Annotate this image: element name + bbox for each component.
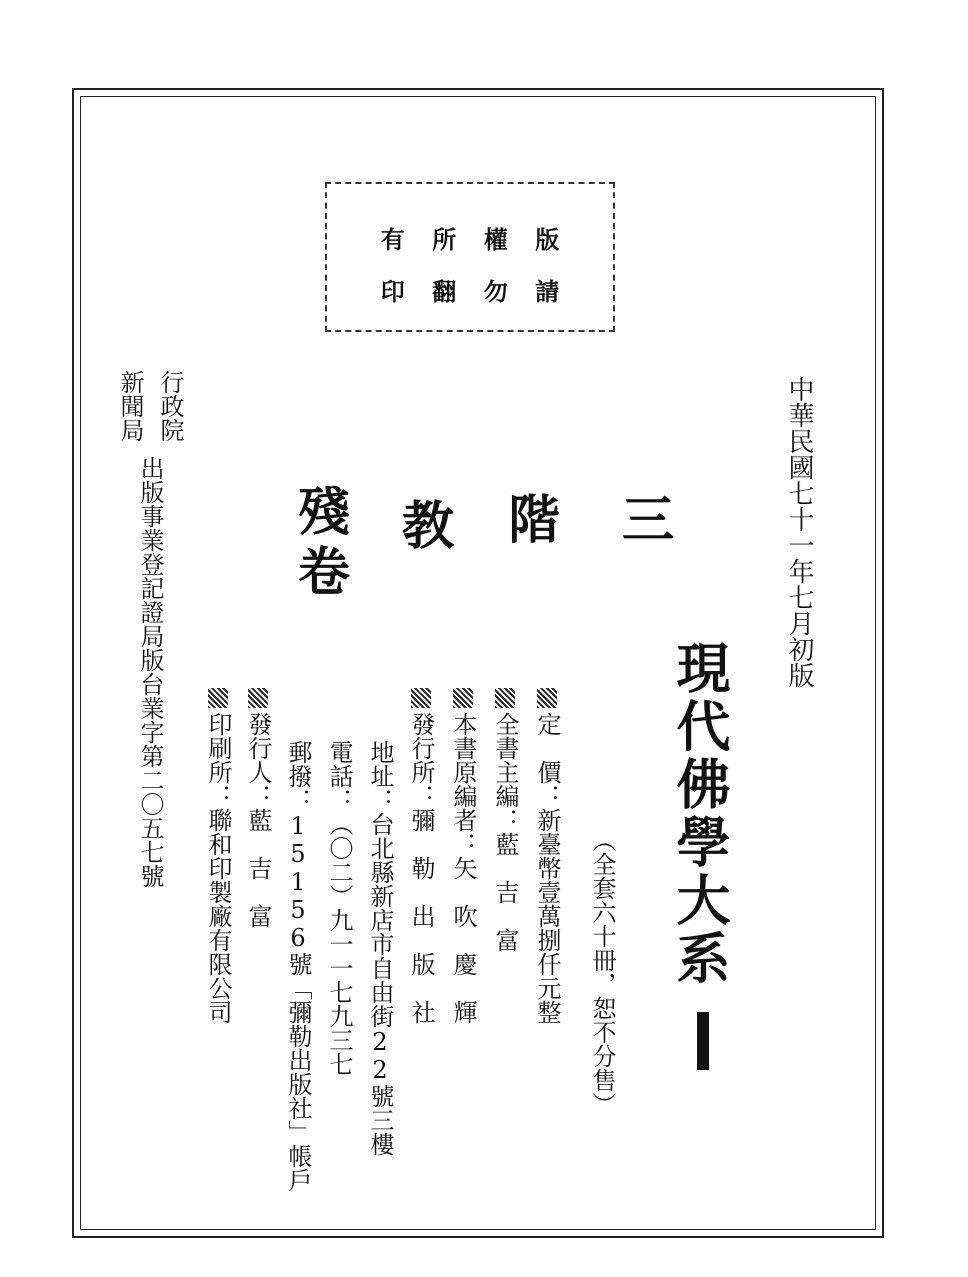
entry-price xyxy=(535,688,559,1024)
entry-printer xyxy=(206,688,230,1024)
volume-number-mark xyxy=(697,1012,709,1070)
copyright-stamp xyxy=(325,182,615,332)
copyright-row-1 xyxy=(327,220,613,255)
entry-issuer-text: 發行人：藍 吉 富 xyxy=(244,712,272,928)
publication-date: 中華民國七十一年七月初版 xyxy=(784,376,814,688)
copyright-row-2 xyxy=(327,272,613,307)
entry-author xyxy=(451,688,475,1024)
copyright-char: 版 xyxy=(535,225,560,254)
book-title-char: 卷 xyxy=(298,542,351,603)
bullet-mark xyxy=(248,688,268,708)
bullet-mark xyxy=(453,688,473,708)
book-title-char: 教 xyxy=(402,496,455,557)
entry-editor-text: 全書主編：藍 吉 富 xyxy=(491,712,519,952)
copyright-char: 印 xyxy=(380,277,405,306)
set-note: （全套六十冊，恕不分售） xyxy=(588,828,616,1116)
registration-agency-bottom: 新聞局 xyxy=(116,370,144,442)
series-title: 現代佛學大系 xyxy=(668,640,731,988)
copyright-char: 權 xyxy=(483,225,508,254)
entry-editor xyxy=(493,688,517,952)
copyright-char: 勿 xyxy=(483,277,508,306)
entry-address: 地址：台北縣新店市自由街22號三樓 xyxy=(366,740,394,1156)
copyright-char: 翻 xyxy=(432,277,457,306)
entry-publisher xyxy=(409,688,433,1024)
entry-printer-text: 印刷所：聯和印製廠有限公司 xyxy=(204,712,232,1024)
entry-postal: 郵撥：15156號「彌勒出版社」帳戶 xyxy=(284,740,312,1192)
book-title-char: 殘 xyxy=(298,482,351,543)
registration-number: 出版事業登記證局版台業字第二〇五七號 xyxy=(136,456,164,888)
entry-publisher-text: 發行所：彌 勒 出 版 社 xyxy=(407,712,435,1024)
entry-issuer xyxy=(246,688,270,928)
copyright-char: 所 xyxy=(432,225,457,254)
registration-agency-top: 行政院 xyxy=(156,370,184,442)
bullet-mark xyxy=(537,688,557,708)
bullet-mark xyxy=(208,688,228,708)
book-title-char: 三 xyxy=(622,490,675,551)
copyright-char: 請 xyxy=(535,277,560,306)
entry-phone: 電話：（〇二）九一一七九三七 xyxy=(325,740,353,1076)
bullet-mark xyxy=(495,688,515,708)
copyright-char: 有 xyxy=(380,225,405,254)
entry-price-text: 定 價：新臺幣壹萬捌仟元整 xyxy=(533,712,561,1024)
bullet-mark xyxy=(411,688,431,708)
book-title-char: 階 xyxy=(508,490,561,551)
entry-author-text: 本書原編者：矢 吹 慶 輝 xyxy=(449,712,477,1024)
